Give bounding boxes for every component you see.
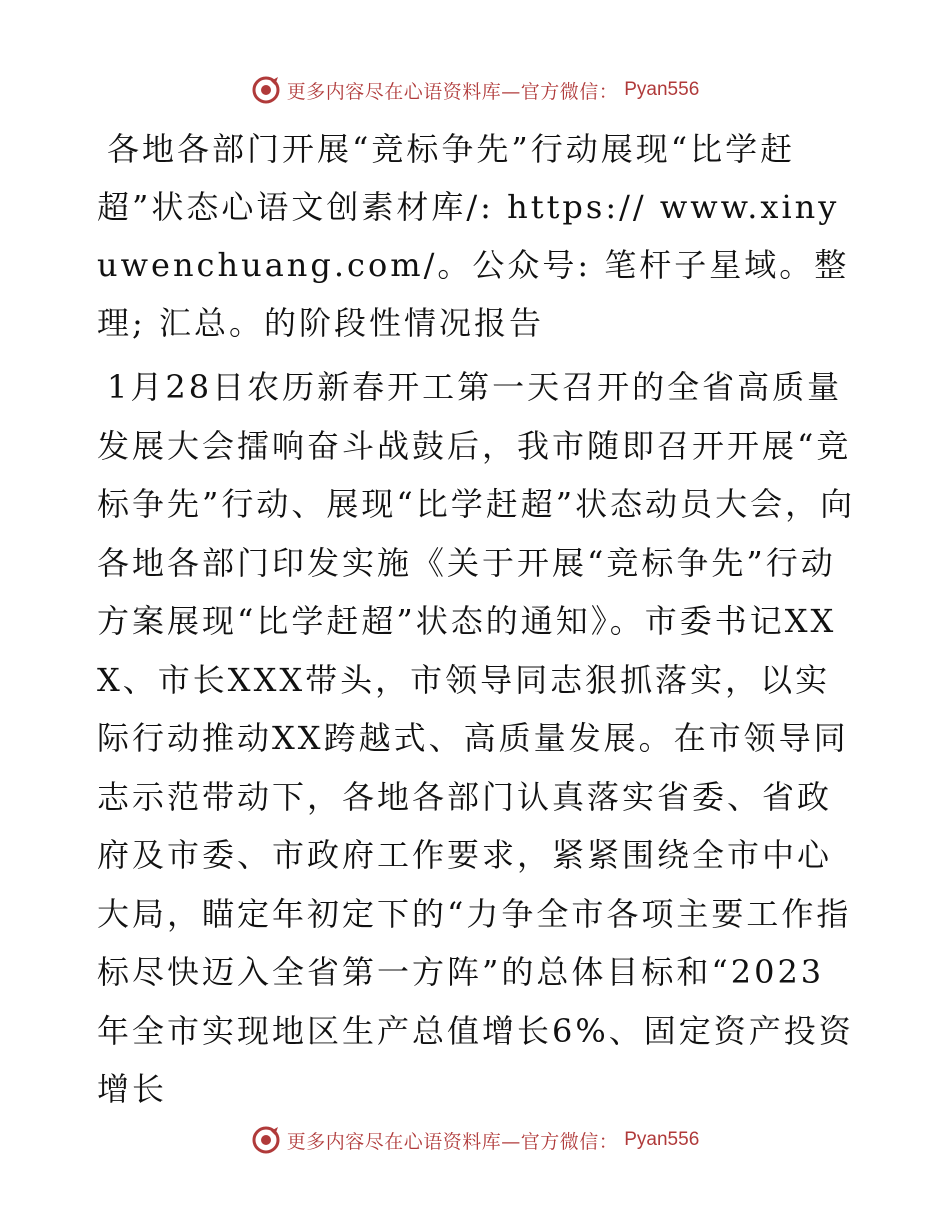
watermark-banner-top bbox=[0, 70, 950, 110]
document-title: 各地各部门开展“竞标争先”行动展现“比学赶超”状态心语文创素材库/: https:// www.xinyuwenchuang.com/。公众号: 笔杆子星域。整理; 汇总。的阶段性情况报告 bbox=[97, 130, 850, 342]
watermark-id: Pyan556 bbox=[624, 79, 700, 100]
watermark-text: 更多内容尽在心语资料库—官方微信： bbox=[286, 80, 619, 103]
brush-logo-icon bbox=[251, 1125, 281, 1155]
document-paragraph: 1月28日农历新春开工第一天召开的全省高质量发展大会擂响奋斗战鼓后，我市随即召开开展“竞标争先”行动、展现“比学赶超”状态动员大会，向各地各部门印发实施《关于开展“竞标争先”行动方案展现“比学赶超”状态的通知》。市委书记XXX、市长XXX带头，市领导同志狠抓落实，以实际行动推动XX跨越式、高质量发展。在市领导同志示范带动下，各地各部门认真落实省委、省政府及市委、市政府工作要求，紧紧围绕全市中心大局，瞄定年初定下的“力争全市各项主要工作指标尽快迈入全省第一方阵”的总体目标和“2023年全市实现地区生产总值增长6%、固定资产投资增长 bbox=[97, 368, 856, 1108]
watermark-id: Pyan556 bbox=[624, 1129, 700, 1150]
document-body bbox=[97, 120, 857, 1119]
watermark-text: 更多内容尽在心语资料库—官方微信： bbox=[286, 1130, 619, 1153]
watermark-banner-bottom bbox=[0, 1120, 950, 1160]
brush-logo-icon bbox=[251, 75, 281, 105]
